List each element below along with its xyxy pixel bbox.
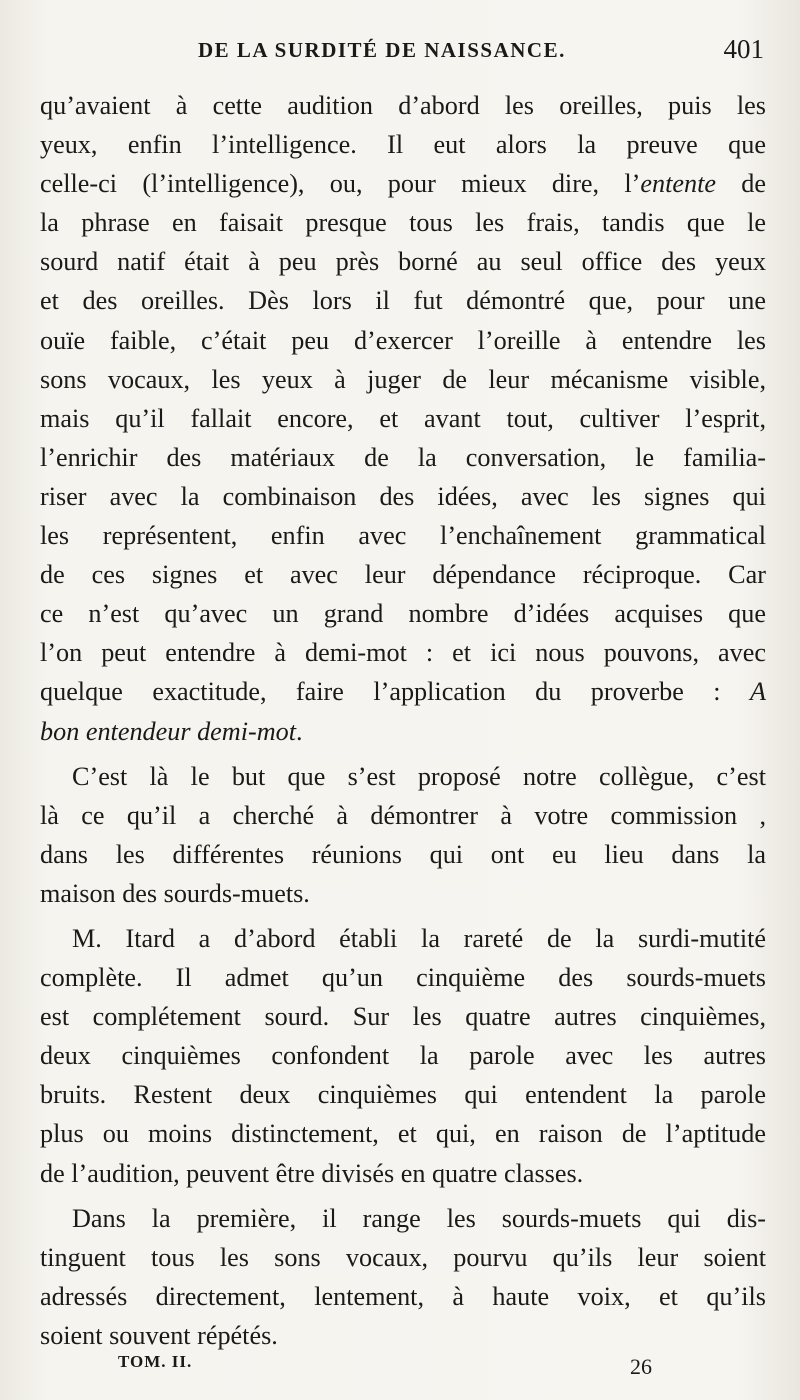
text-line <box>40 242 766 281</box>
text-segment: bruits. Restent deux cinquièmes qui entendent la parole <box>40 1080 766 1110</box>
body-text <box>40 86 766 1355</box>
text-segment: l’on peut entendre à demi-mot : et ici nous pouvons, avec <box>40 638 766 668</box>
text-segment: soient souvent répétés. <box>40 1320 278 1350</box>
text-line <box>40 399 766 438</box>
text-segment: . <box>296 716 303 746</box>
text-line <box>40 958 766 997</box>
text-segment: la phrase en faisait presque tous les frais, tandis que le <box>40 208 766 238</box>
text-line <box>40 1036 766 1075</box>
italic-segment: bon entendeur demi-mot <box>40 716 296 746</box>
text-segment: de <box>715 169 766 199</box>
text-line <box>40 203 766 242</box>
text-line <box>40 516 766 555</box>
text-line <box>40 1114 766 1153</box>
text-segment: quelque exactitude, faire l’application du proverbe : <box>40 677 750 707</box>
text-line <box>40 477 766 516</box>
text-line <box>40 321 766 360</box>
text-segment: complète. Il admet qu’un cinquième des sourds-muets <box>40 963 766 993</box>
text-line <box>40 125 766 164</box>
italic-segment: A <box>750 677 766 707</box>
text-line <box>40 835 766 874</box>
text-line <box>40 164 766 203</box>
text-line <box>40 555 766 594</box>
text-segment: sons vocaux, les yeux à juger de leur mécanisme visible, <box>40 364 766 394</box>
text-segment: là ce qu’il a cherché à démontrer à votre commission , <box>40 800 766 830</box>
text-line <box>40 757 766 796</box>
running-head: DE LA SURDITÉ DE NAISSANCE. <box>198 38 566 62</box>
signature-mark: 26 <box>630 1354 652 1379</box>
text-segment: riser avec la combinaison des idées, avec les signes qui <box>40 481 766 511</box>
page-number: 401 <box>723 34 764 64</box>
text-segment: adressés directement, lentement, à haute voix, et qu’ils <box>40 1281 766 1311</box>
text-line <box>40 1075 766 1114</box>
text-segment: ce n’est qu’avec un grand nombre d’idées acquises que <box>40 599 766 629</box>
text-line <box>40 281 766 320</box>
text-segment: de l’audition, peuvent être divisés en quatre classes. <box>40 1158 584 1188</box>
text-line <box>40 1199 766 1238</box>
text-segment: ouïe faible, c’était peu d’exercer l’oreille à entendre les <box>40 325 766 355</box>
text-line <box>40 796 766 835</box>
text-line <box>40 1238 766 1277</box>
text-line <box>40 712 766 751</box>
text-line <box>40 1154 766 1193</box>
volume-mark: TOM. II. <box>118 1352 193 1371</box>
text-segment: mais qu’il fallait encore, et avant tout, cultiver l’esprit, <box>40 403 766 433</box>
text-segment: de ces signes et avec leur dépendance réciproque. Car <box>40 560 766 590</box>
text-segment: dans les différentes réunions qui ont eu lieu dans la <box>40 839 766 869</box>
text-segment: yeux, enfin l’intelligence. Il eut alors la preuve que <box>40 130 766 160</box>
text-segment: les représentent, enfin avec l’enchaînement grammatical <box>40 521 766 551</box>
text-line <box>40 438 766 477</box>
text-segment: sourd natif était à peu près borné au seul office des yeux <box>40 247 766 277</box>
text-segment: plus ou moins distinctement, et qui, en raison de l’aptitude <box>40 1119 766 1149</box>
text-segment: qu’avaient à cette audition d’abord les oreilles, puis les <box>40 91 766 120</box>
text-segment: C’est là le but que s’est proposé notre collègue, c’est <box>72 761 766 791</box>
text-line <box>40 919 766 958</box>
text-segment: maison des sourds-muets. <box>40 878 310 908</box>
text-segment: celle-ci (l’intelligence), ou, pour mieux dire, l’ <box>40 169 641 199</box>
page-footer <box>40 1348 766 1388</box>
text-segment: tinguent tous les sons vocaux, pourvu qu’ils leur soient <box>40 1242 766 1272</box>
text-line <box>40 360 766 399</box>
text-segment: Dans la première, il range les sourds-muets qui dis- <box>72 1203 766 1233</box>
page-header <box>40 34 764 74</box>
text-line <box>40 874 766 913</box>
text-line <box>40 633 766 672</box>
text-segment: deux cinquièmes confondent la parole avec les autres <box>40 1041 766 1071</box>
text-line <box>40 594 766 633</box>
text-line <box>40 997 766 1036</box>
text-segment: et des oreilles. Dès lors il fut démontré que, pour une <box>40 286 766 316</box>
text-segment: M. Itard a d’abord établi la rareté de la surdi-mutité <box>72 923 766 953</box>
italic-segment: entente <box>640 169 716 199</box>
text-segment: l’enrichir des matériaux de la conversation, le familia- <box>40 442 766 472</box>
text-segment: est complétement sourd. Sur les quatre autres cinquièmes, <box>40 1002 766 1032</box>
text-line <box>40 672 766 711</box>
text-line <box>40 1277 766 1316</box>
text-line <box>40 86 766 125</box>
